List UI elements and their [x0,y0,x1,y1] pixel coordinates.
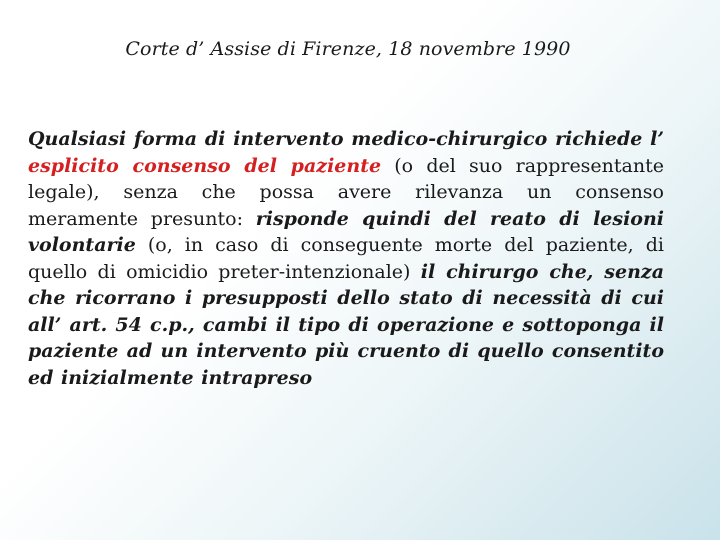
slide-title: Corte d’ Assise di Firenze, 18 novembre 1990 [125,38,571,60]
text-segment-liability: risponde quindi del reato di lesioni volontarie [28,207,664,256]
text-segment-surgeon-clause: il chirurgo che, senza che ricorrano i presupposti dello stato di necessità di cui all’ art. 54 c.p., cambi il tipo di operazione e sottoponga il paziente ad un intervento più cruento di quello consentito ed inizialmente intrapreso [28,260,664,389]
text-segment-explicit-consent: esplicito consenso del paziente [28,154,382,177]
text-segment-representative: (o del suo rappresentante legale), senza che possa avere rilevanza un consenso meramente presunto: [28,154,664,230]
text-segment-homicide-note: (o, in caso di conseguente morte del paziente, di quello di omicidio preter-intenzionale) [28,234,664,283]
slide-body-text [28,126,664,391]
text-segment-intro: Qualsiasi forma di intervento medico-chirurgico richiede l’ [28,128,664,150]
